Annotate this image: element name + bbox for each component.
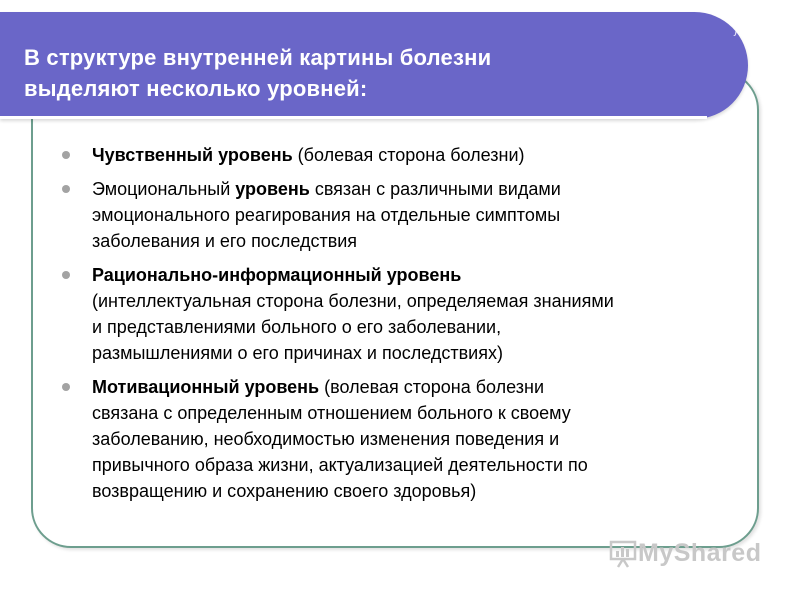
bullet-line: эмоционального реагирования на отдельные симптомы: [92, 205, 561, 225]
bullet-line: связана с определенным отношением больного к своему: [92, 403, 571, 423]
slide-title-line-2: выделяют несколько уровней:: [24, 76, 368, 101]
bullet-dot-icon: [62, 383, 70, 391]
title-banner: [0, 12, 748, 119]
corner-tag-line-2: ль: [733, 24, 748, 39]
bullet-dot-icon: [62, 151, 70, 159]
bullet-line: и представлениями больного о его заболевании,: [92, 317, 502, 337]
bullet-item-rational: [62, 262, 752, 366]
bullet-text: Эмоциональный: [92, 179, 236, 199]
bullet-dot-icon: [62, 185, 70, 193]
bullet-text: (волевая сторона болезни: [319, 377, 545, 397]
bullet-line: возвращению и сохранению своего здоровья): [92, 481, 477, 501]
title-underline: [0, 116, 707, 119]
corner-tag-line-1: ль: [733, 11, 748, 26]
bullet-line: [92, 176, 752, 202]
bullet-line: [92, 374, 752, 400]
bullet-line: заболеванию, необходимостью изменения поведения и: [92, 429, 560, 449]
bullet-line: (интеллектуальная сторона болезни, определяемая знаниями: [92, 291, 614, 311]
bullet-line: размышлениями о его причинах и последствиях): [92, 343, 503, 363]
corner-tag: [734, 12, 748, 38]
bullet-bold-term: Мотивационный уровень: [92, 377, 320, 397]
bullet-bold-term: Чувственный уровень: [92, 145, 293, 165]
bullet-item-sensory: [62, 142, 752, 168]
bullet-text: (болевая сторона болезни): [292, 145, 525, 165]
bullet-bold-term: уровень: [235, 179, 310, 199]
bullet-line: заболевания и его последствия: [92, 231, 358, 251]
bullet-dot-icon: [62, 271, 70, 279]
slide-title-line-1: В структуре внутренней картины болезни: [24, 45, 492, 70]
watermark-text: MyShared: [638, 538, 762, 567]
bullet-line: привычного образа жизни, актуализацией деятельности по: [92, 455, 588, 475]
bullet-text: связан с различными видами: [309, 179, 561, 199]
bullet-list: [62, 142, 752, 512]
presentation-board-icon: [608, 538, 638, 568]
myshared-watermark: [608, 538, 761, 568]
bullet-item-emotional: [62, 176, 752, 254]
bullet-bold-term: Рационально-информационный уровень: [92, 265, 462, 285]
bullet-item-motivational: [62, 374, 752, 504]
bullet-line: [92, 142, 752, 168]
